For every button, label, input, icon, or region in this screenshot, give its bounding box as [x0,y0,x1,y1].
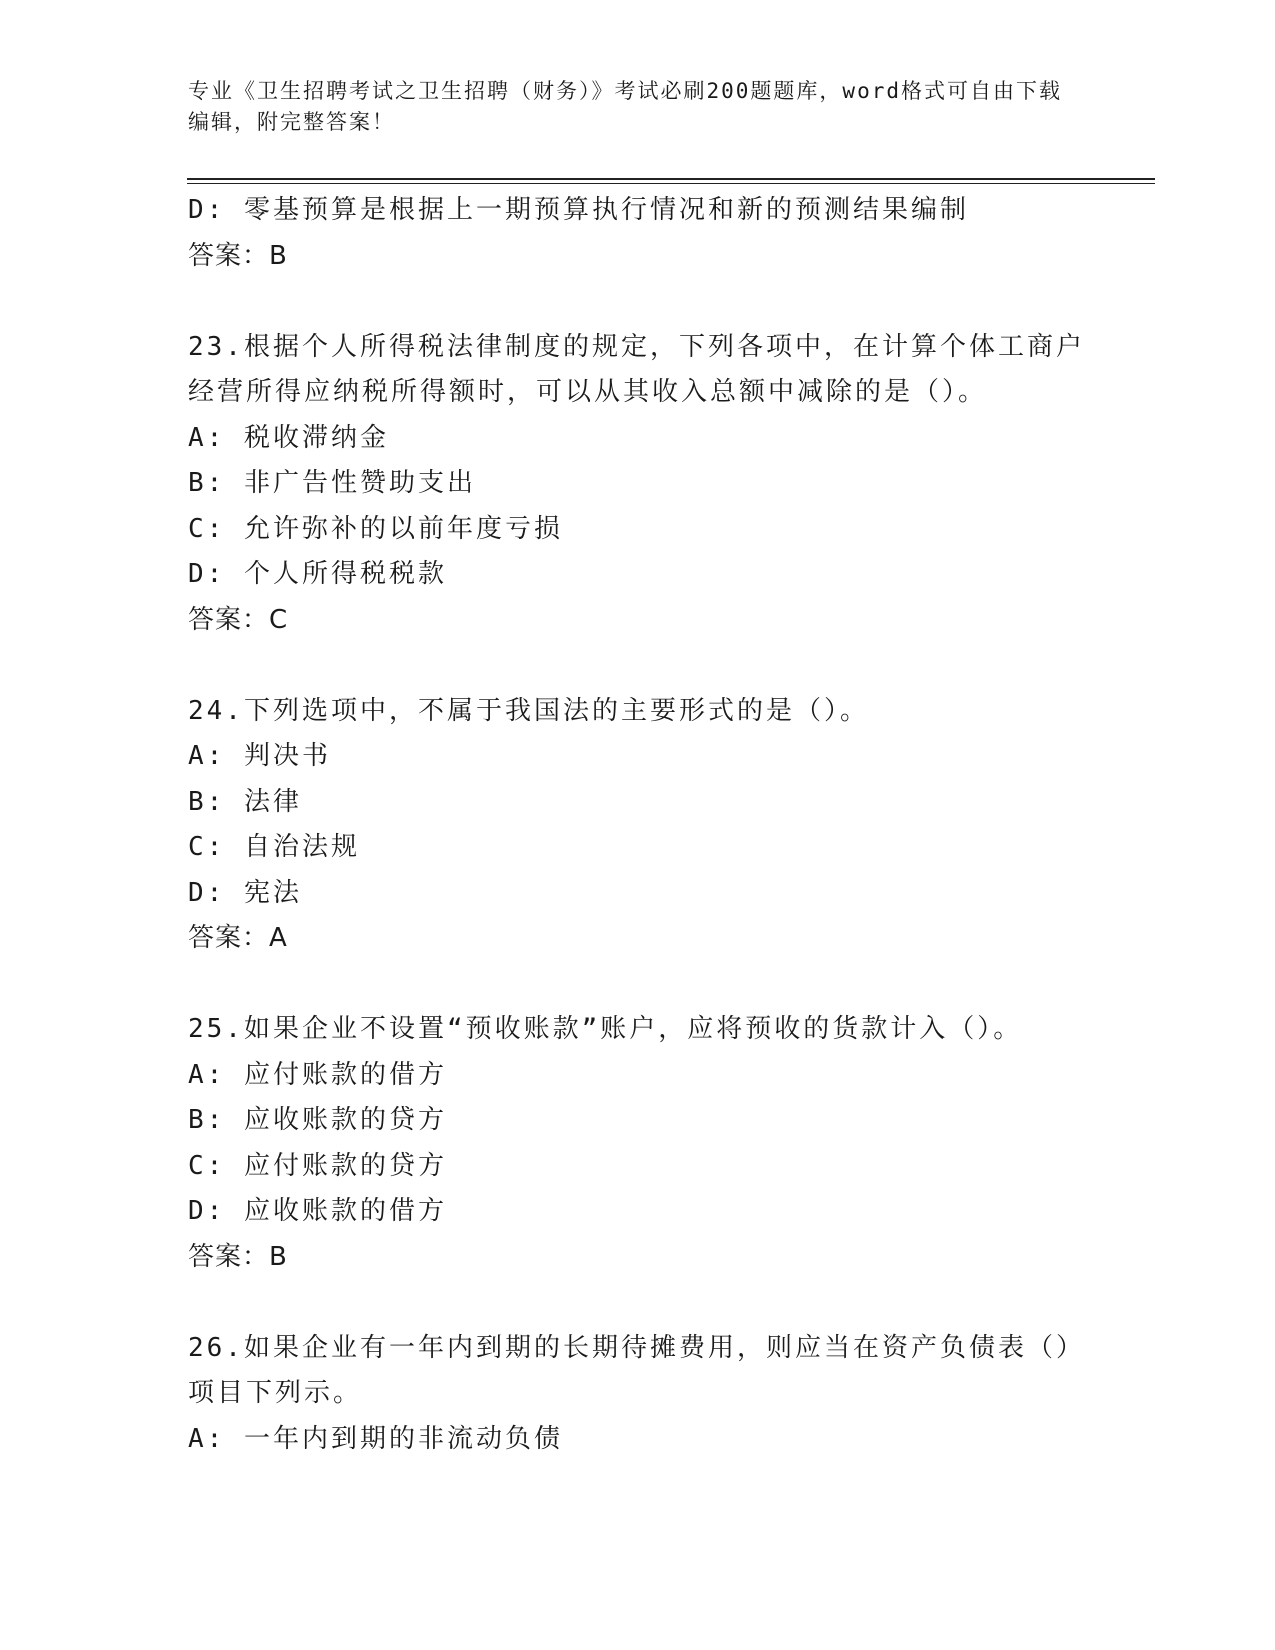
option-c: C: 自治法规 [188,832,360,862]
option-c: C: 允许弥补的以前年度亏损 [188,513,563,544]
question-23 [188,325,1088,644]
answer-line: 答案：B [188,1241,288,1272]
option-d: D: 应收账款的借方 [188,1196,447,1226]
option-a: A: 判决书 [188,741,331,771]
option-a: A: 税收滞纳金 [188,422,389,453]
option-d: D: 个人所得税税款 [188,559,447,589]
spacer [188,279,1088,325]
question-stem-cont: 项目下列示。 [188,1378,363,1408]
option-a: A: 应付账款的借方 [188,1059,447,1090]
question-stem: 24.下列选项中，不属于我国法的主要形式的是（）。 [188,695,869,726]
option-d: D: 零基预算是根据上一期预算执行情况和新的预测结果编制 [188,195,969,225]
question-stem: 26.如果企业有一年内到期的长期待摊费用，则应当在资产负债表（） [188,1332,1085,1363]
option-a: A: 一年内到期的非流动负债 [188,1423,563,1454]
spacer [188,643,1088,689]
spacer [188,962,1088,1008]
option-c: C: 应付账款的贷方 [188,1150,447,1181]
answer-line: 答案：A [188,923,288,953]
option-b: B: 非广告性赞助支出 [188,468,476,498]
question-stem: 25.如果企业不设置“预收账款”账户，应将预收的货款计入（）。 [188,1014,1023,1044]
question-stem-cont: 经营所得应纳税所得额时，可以从其收入总额中减除的是（）。 [188,377,988,407]
question-stem: 23.根据个人所得税法律制度的规定，下列各项中，在计算个体工商户 [188,331,1085,362]
header-divider-thick [187,178,1155,180]
option-b: B: 应收账款的贷方 [188,1105,447,1135]
question-25 [188,1007,1088,1280]
question-24 [188,689,1088,962]
answer-line: 答案：B [188,240,288,271]
document-header [188,76,1068,138]
question-26 [188,1326,1088,1463]
question-list [188,188,1088,1462]
answer-line: 答案：C [188,604,289,635]
option-b: B: 法律 [188,786,302,817]
option-d: D: 宪法 [188,877,302,908]
header-title: 专业《卫生招聘考试之卫生招聘（财务）》考试必刷200题题库，word格式可自由下载编辑，附完整答案！ [188,79,1062,134]
spacer [188,1280,1088,1326]
header-divider-thin [187,183,1155,184]
